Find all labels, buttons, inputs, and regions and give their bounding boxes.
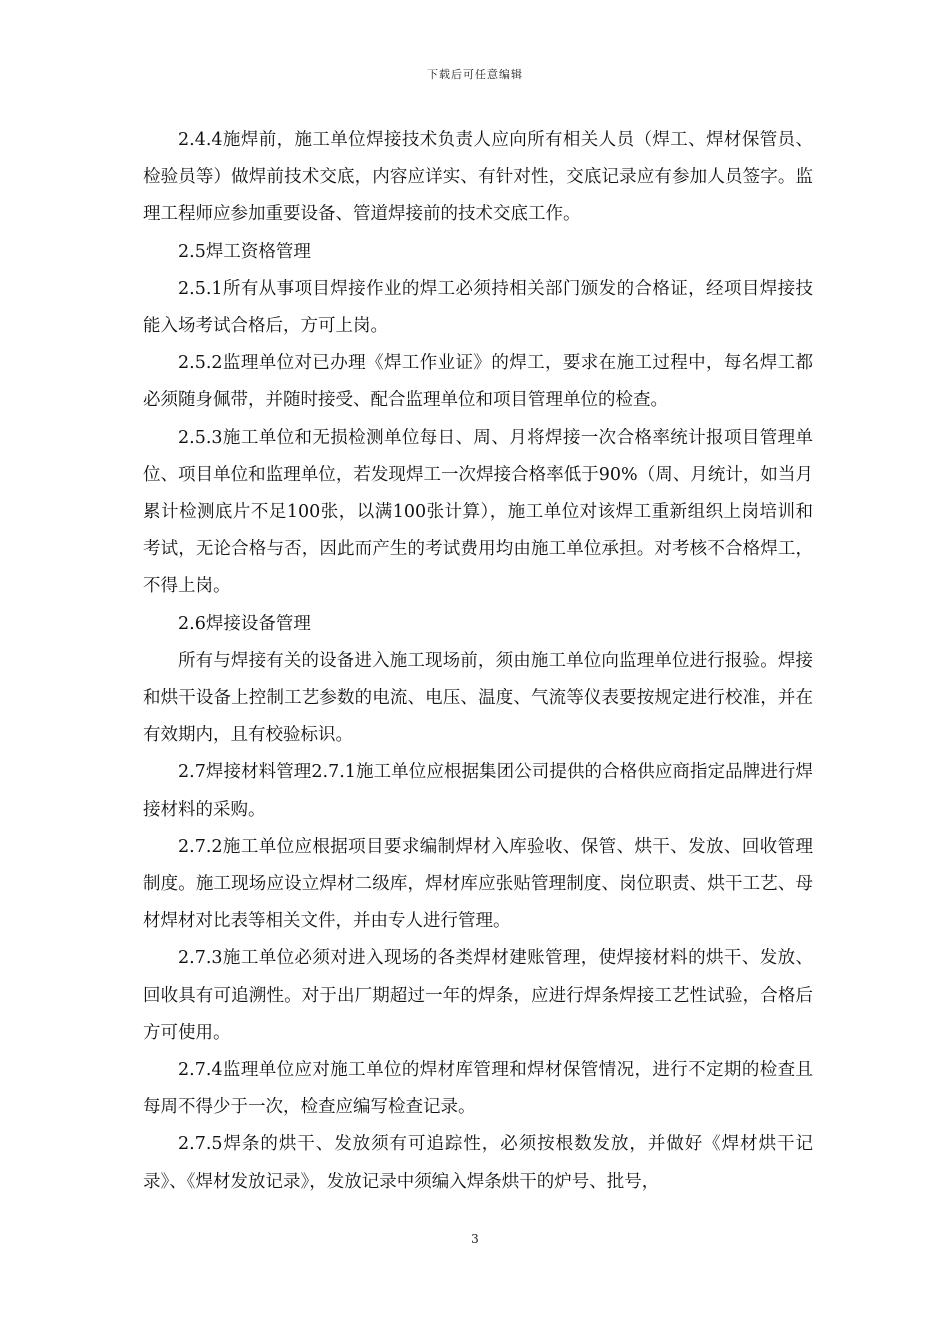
section-heading-2-5: 2.5焊工资格管理 [178, 241, 311, 262]
paragraph-2-5-3: 2.5.3施工单位和无损检测单位每日、周、月将焊接一次合格率统计报项目管理单位、项目单位和监理单位，若发现焊工一次焊接合格率低于90%（周、月统计，如当月累计检测底片不足100张，以满100张计算），施工单位对该焊工重新组织上岗培训和考试，无论合格与否，因此而产生的考试费用均由施工单位承担。对考核不合格焊工，不得上岗。 [143, 427, 813, 597]
document-body [143, 122, 813, 1201]
page-header: 下载后可任意编辑 [427, 68, 523, 81]
paragraph-2-5-2: 2.5.2监理单位对已办理《焊工作业证》的焊工，要求在施工过程中，每名焊工都必须随身佩带，并随时接受、配合监理单位和项目管理单位的检查。 [143, 353, 813, 411]
paragraph-2-7-5: 2.7.5焊条的烘干、发放须有可追踪性，必须按根数发放，并做好《焊材烘干记录》、《焊材发放记录》，发放记录中须编入焊条烘干的炉号、批号， [143, 1134, 813, 1192]
section-heading-2-6: 2.6焊接设备管理 [178, 613, 311, 634]
paragraph-2-4-4: 2.4.4施焊前，施工单位焊接技术负责人应向所有相关人员（焊工、焊材保管员、检验员等）做焊前技术交底，内容应详实、有针对性，交底记录应有参加人员签字。监理工程师应参加重要设备、管道焊接前的技术交底工作。 [143, 130, 813, 225]
page-number: 3 [471, 1232, 479, 1246]
paragraph-2-5-1: 2.5.1所有从事项目焊接作业的焊工必须持相关部门颁发的合格证，经项目焊接技能入场考试合格后，方可上岗。 [143, 278, 813, 337]
paragraph-2-6-body: 所有与焊接有关的设备进入施工现场前，须由施工单位向监理单位进行报验。焊接和烘干设备上控制工艺参数的电流、电压、温度、气流等仪表要按规定进行校准，并在有效期内，且有校验标识。 [143, 650, 813, 746]
paragraph-2-7-4: 2.7.4监理单位应对施工单位的焊材库管理和焊材保管情况，进行不定期的检查且每周不得少于一次，检查应编写检查记录。 [143, 1060, 813, 1118]
paragraph-2-7-3: 2.7.3施工单位必须对进入现场的各类焊材建账管理，使焊接材料的烘干、发放、回收具有可追溯性。对于出厂期超过一年的焊条，应进行焊条焊接工艺性试验，合格后方可使用。 [143, 948, 813, 1043]
paragraph-2-7-2: 2.7.2施工单位应根据项目要求编制焊材入库验收、保管、烘干、发放、回收管理制度。施工现场应设立焊材二级库，焊材库应张贴管理制度、岗位职责、烘干工艺、母材焊材对比表等相关文件，并由专人进行管理。 [143, 836, 813, 932]
paragraph-2-7-2-7-1: 2.7焊接材料管理2.7.1施工单位应根据集团公司提供的合格供应商指定品牌进行焊接材料的采购。 [143, 762, 813, 820]
